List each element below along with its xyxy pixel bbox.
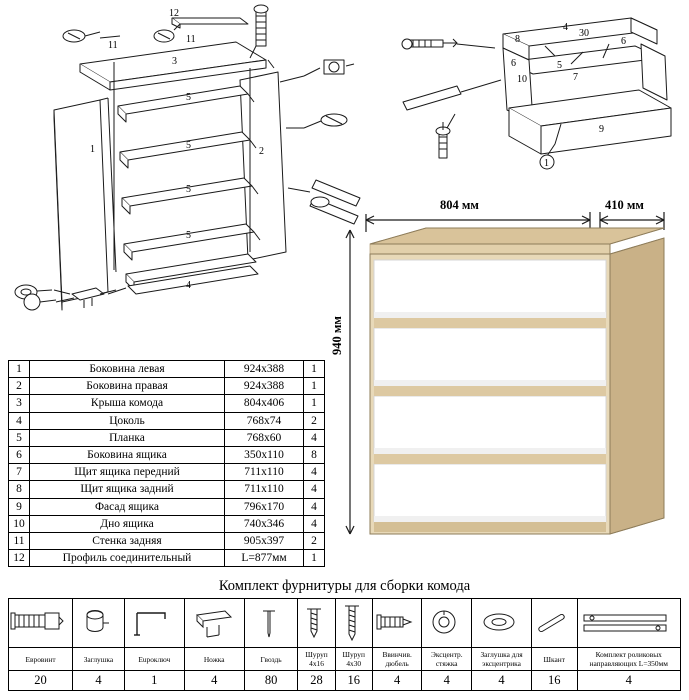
callout-5c: 5 — [186, 184, 191, 195]
kit-item-name: Euроключ — [124, 648, 184, 671]
part-number: 1 — [9, 361, 30, 378]
hardware-kit-table — [8, 598, 681, 691]
part-number: 4 — [9, 412, 30, 429]
part-name: Боковина правая — [30, 378, 225, 395]
part-size: 768х60 — [225, 429, 304, 446]
product-render-with-dimensions — [328, 188, 688, 578]
kit-item-count: 80 — [244, 671, 298, 691]
kit-item-count: 4 — [472, 671, 532, 691]
dimension-height-label: 940 мм — [330, 316, 344, 355]
nail-icon — [244, 599, 298, 648]
screw-4x30-icon-drawer — [402, 39, 457, 49]
screw-icon-right-lower — [311, 197, 329, 207]
part-qty: 4 — [304, 429, 325, 446]
kit-item-name: Ножка — [184, 648, 244, 671]
part-name: Боковина ящика — [30, 446, 225, 463]
part-qty: 8 — [304, 446, 325, 463]
callout-11-left: 11 — [108, 40, 118, 51]
part-number: 6 — [9, 446, 30, 463]
cam-lock-icon-right — [304, 60, 354, 76]
part-number: 12 — [9, 550, 30, 567]
part-number: 3 — [9, 395, 30, 412]
drawer-callout-10: 10 — [517, 74, 527, 85]
part-size: 924х388 — [225, 361, 304, 378]
part-size: 804х406 — [225, 395, 304, 412]
part-name: Крыша комода — [30, 395, 225, 412]
kit-item-count: 4 — [577, 671, 681, 691]
drawer-callout-4: 4 — [563, 22, 568, 33]
part-size: 905х397 — [225, 532, 304, 549]
part-qty: 1 — [304, 361, 325, 378]
part-size: 740х346 — [225, 515, 304, 532]
part-name: Профиль соединительный — [30, 550, 225, 567]
table-row — [9, 395, 325, 412]
part-name: Щит ящика задний — [30, 481, 225, 498]
dowel-icon-right — [304, 114, 347, 128]
drawer-callout-6-left: 6 — [511, 58, 516, 69]
main-exploded-diagram — [4, 2, 364, 352]
part-size: 768х74 — [225, 412, 304, 429]
kit-item-count: 20 — [9, 671, 73, 691]
part-number: 8 — [9, 481, 30, 498]
part-size: 350х110 — [225, 446, 304, 463]
screw-in-dowel-icon — [372, 599, 422, 648]
callout-3: 3 — [172, 56, 177, 67]
part-size: L=877мм — [225, 550, 304, 567]
drawer-callout-5: 5 — [557, 60, 562, 71]
kit-item-count: 16 — [532, 671, 577, 691]
callout-11-right: 11 — [186, 34, 196, 45]
part-qty: 1 — [304, 378, 325, 395]
table-row — [9, 550, 325, 567]
part-qty: 4 — [304, 464, 325, 481]
kit-item-count: 4 — [73, 671, 125, 691]
part-number: 10 — [9, 515, 30, 532]
part-name: Дно ящика — [30, 515, 225, 532]
dimension-width-label: 804 мм — [440, 198, 479, 212]
kit-item-name: Еврoвинт — [9, 648, 73, 671]
part-qty: 2 — [304, 532, 325, 549]
screw-4x16-icon — [298, 599, 335, 648]
part-size: 924х388 — [225, 378, 304, 395]
leg-icon — [184, 599, 244, 648]
part-qty: 4 — [304, 481, 325, 498]
part-number: 2 — [9, 378, 30, 395]
euro-key-icon — [124, 599, 184, 648]
part-qty: 1 — [304, 550, 325, 567]
hardware-kit-title: Комплект фурнитуры для сборки комода — [218, 578, 471, 594]
part-size: 711х110 — [225, 481, 304, 498]
drawer-slides-icon — [577, 599, 681, 648]
part-name: Фасад ящика — [30, 498, 225, 515]
kit-item-name: Шуруп 4х30 — [335, 648, 372, 671]
drawer-callout-7: 7 — [573, 72, 578, 83]
table-row — [9, 498, 325, 515]
kit-item-name: Комплект роликовых направляющих L=350мм — [577, 648, 681, 671]
table-row — [9, 412, 325, 429]
part-number: 9 — [9, 498, 30, 515]
drawer-slide-icon-left — [403, 86, 461, 110]
drawer-callout-8: 8 — [515, 34, 520, 45]
kit-item-name: Гвоздь — [244, 648, 298, 671]
table-row — [9, 532, 325, 549]
kit-item-count: 4 — [422, 671, 472, 691]
table-row — [9, 464, 325, 481]
part-size: 711х110 — [225, 464, 304, 481]
kit-item-name: Шкант — [532, 648, 577, 671]
table-row — [9, 378, 325, 395]
part-qty: 4 — [304, 515, 325, 532]
drawer-callout-6-right: 6 — [621, 36, 626, 47]
part-qty: 4 — [304, 498, 325, 515]
table-row — [9, 429, 325, 446]
parts-table — [8, 360, 325, 567]
kit-item-name: Заглушка для эксцентрика — [472, 648, 532, 671]
callout-1: 1 — [90, 144, 95, 155]
euro-screw-icon-top-right — [254, 5, 268, 46]
kit-item-name: Шуруп 4х16 — [298, 648, 335, 671]
kit-item-name: Ввинчив. дюбель — [372, 648, 422, 671]
cam-cap-icon — [472, 599, 532, 648]
part-qty: 1 — [304, 395, 325, 412]
part-name: Планка — [30, 429, 225, 446]
kit-item-name: Заглушка — [73, 648, 125, 671]
drawer-exploded-diagram — [395, 4, 685, 174]
screw-icon-top-mid — [154, 30, 174, 42]
callout-2: 2 — [259, 146, 264, 157]
part-name: Стенка задняя — [30, 532, 225, 549]
part-name: Щит ящика передний — [30, 464, 225, 481]
dimension-depth-label: 410 мм — [605, 198, 644, 212]
table-row — [9, 515, 325, 532]
drawer-callout-1: 1 — [544, 158, 549, 169]
part-number: 5 — [9, 429, 30, 446]
cam-lock-icon — [422, 599, 472, 648]
drawer-callout-30: 30 — [579, 28, 589, 39]
kit-item-name: Эксцентр. стяжка — [422, 648, 472, 671]
table-row — [9, 446, 325, 463]
dowel-icon — [532, 599, 577, 648]
part-name: Цоколь — [30, 412, 225, 429]
kit-item-count: 16 — [335, 671, 372, 691]
callout-5a: 5 — [186, 92, 191, 103]
table-row — [9, 481, 325, 498]
callout-5d: 5 — [186, 230, 191, 241]
part-size: 796х170 — [225, 498, 304, 515]
table-row — [9, 361, 325, 378]
kit-item-count: 1 — [124, 671, 184, 691]
part-number: 7 — [9, 464, 30, 481]
cam-lock-icon-bottom-left — [24, 294, 56, 310]
kit-item-count: 28 — [298, 671, 335, 691]
callout-12: 12 — [169, 8, 179, 19]
drawer-callout-9: 9 — [599, 124, 604, 135]
callout-4: 4 — [186, 280, 191, 291]
part-name: Боковина левая — [30, 361, 225, 378]
part-number: 11 — [9, 532, 30, 549]
part-qty: 2 — [304, 412, 325, 429]
euro-screw-icon — [9, 599, 73, 648]
kit-item-count: 4 — [184, 671, 244, 691]
screw-4x30-icon — [335, 599, 372, 648]
cap-icon — [73, 599, 125, 648]
kit-item-count: 4 — [372, 671, 422, 691]
screw-icon-top-left — [63, 30, 100, 42]
callout-5b: 5 — [186, 140, 191, 151]
